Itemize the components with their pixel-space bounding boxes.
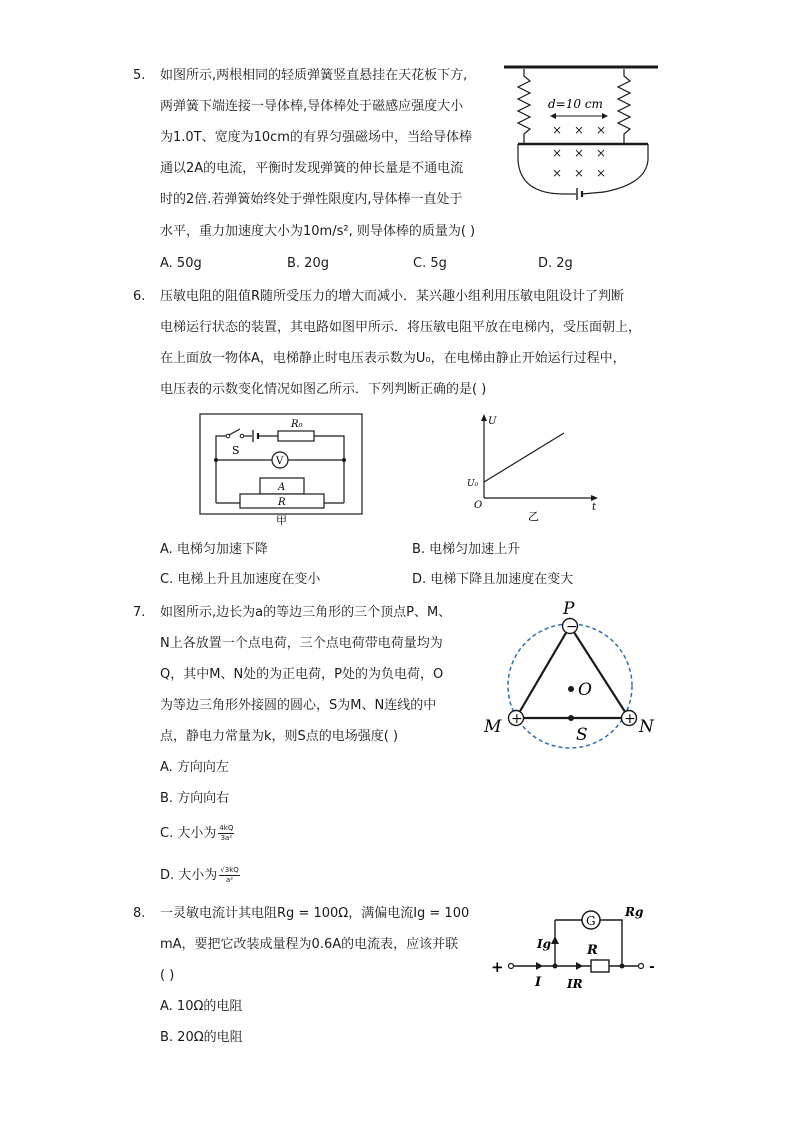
question-text-line: 点，静电力常量为k，则S点的电场强度( ) (160, 729, 399, 744)
galvanometer-shunt-figure (485, 896, 665, 992)
figure-caption: 甲 (276, 514, 287, 527)
option-d-text: D. 大小为 (160, 868, 218, 883)
option-b[interactable]: B. 电梯匀加速上升 (412, 542, 521, 557)
field-mark: × (574, 166, 585, 180)
question-text-line: 通以2A的电流，平衡时发现弹簧的伸长量是不通电流 (160, 161, 464, 176)
r0-label: R₀ (291, 419, 303, 430)
option-b[interactable]: B. 20Ω的电阻 (160, 1030, 243, 1045)
svg-text:−: − (566, 619, 578, 635)
svg-text:P: P (563, 599, 575, 619)
voltage-line (484, 433, 564, 482)
option-c-fraction: $\frac{4kQ}{\text{3a²}}$ (219, 824, 234, 842)
question-number: 7. (133, 605, 146, 620)
field-marks (552, 123, 606, 180)
figure-caption: 乙 (528, 510, 539, 523)
object-label: A (278, 482, 286, 493)
option-c[interactable]: C. 5g (413, 256, 447, 271)
svg-text:M: M (484, 717, 502, 737)
option-c[interactable]: C. 电梯上升且加速度在变小 (160, 572, 321, 587)
question-text-line: 时的2倍.若弹簧始终处于弹性限度内,导体棒一直处于 (160, 192, 463, 207)
voltage-time-graph (462, 410, 607, 528)
question-text-line: 两弹簧下端连接一导体棒,导体棒处于磁感应强度大小 (160, 99, 464, 114)
question-text-line: ( ) (160, 968, 175, 983)
voltmeter-label: V (276, 456, 284, 467)
svg-text:O: O (578, 680, 592, 700)
option-a[interactable]: A. 50g (160, 256, 202, 271)
svg-text:S: S (576, 725, 588, 745)
option-c[interactable] (160, 824, 234, 844)
pressure-circuit-figure (198, 410, 368, 528)
svg-text:+: + (624, 711, 636, 727)
option-c-text: C. 大小为 (160, 826, 217, 841)
question-text-line: 如图所示,边长为a的等边三角形的三个顶点P、M、 (160, 605, 452, 620)
svg-text:+: + (511, 711, 523, 727)
width-label: d=10 cm (548, 97, 603, 111)
svg-text:Rg: Rg (625, 905, 644, 919)
question-number: 5. (133, 68, 146, 83)
question-text-line: N上各放置一个点电荷，三个点电荷带电荷量均为 (160, 636, 443, 651)
svg-text:N: N (639, 717, 654, 737)
question-text-line: 压敏电阻的阻值R随所受压力的增大而减小．某兴趣小组利用压敏电阻设计了判断 (160, 289, 625, 304)
option-b[interactable]: B. 20g (287, 256, 329, 271)
option-a[interactable]: A. 方向向左 (160, 760, 229, 775)
question-text-line: 为1.0T、宽度为10cm的有界匀强磁场中，当给导体棒 (160, 130, 472, 145)
question-text-line: mA，要把它改装成量程为0.6A的电流表，应该并联 (160, 937, 459, 952)
question-text-line: 如图所示,两根相同的轻质弹簧竖直悬挂在天花板下方, (160, 68, 468, 83)
galvanometer-label: G (586, 914, 596, 928)
svg-text:IR: IR (567, 977, 583, 991)
option-d[interactable]: D. 电梯下降且加速度在变大 (412, 572, 574, 587)
question-text-line: 一灵敏电流计其电阻Rg = 100Ω，满偏电流Ig = 100 (160, 906, 470, 921)
resistor-label: R (278, 497, 286, 508)
svg-text:R: R (587, 943, 598, 958)
field-mark: × (596, 123, 607, 137)
question-text-line: Q，其中M、N处的为正电荷，P处的为负电荷，O (160, 667, 444, 682)
option-b[interactable]: B. 方向向右 (160, 791, 230, 806)
option-a[interactable]: A. 电梯匀加速下降 (160, 542, 268, 557)
option-d[interactable]: D. 2g (538, 256, 573, 271)
question-text-line: 水平，重力加速度大小为10m/s², 则导体棒的质量为( ) (160, 224, 476, 239)
x-axis-label: t (592, 502, 597, 513)
field-mark: × (596, 166, 607, 180)
question-text-line: 在上面放一物体A，电梯静止时电压表示数为U₀，在电梯由静止开始运行过程中， (160, 351, 626, 366)
svg-text:+: + (491, 958, 504, 976)
question-text-line: 电梯运行状态的装置，其电路如图甲所示．将压敏电阻平放在电梯内，受压面朝上， (160, 320, 642, 335)
spring-rod-figure (500, 60, 665, 200)
field-mark: × (552, 146, 563, 160)
center-point (568, 686, 574, 692)
svg-text:I: I (535, 975, 542, 990)
intercept-label: U₀ (467, 479, 479, 489)
svg-text:Ig: Ig (537, 937, 552, 951)
option-a[interactable]: A. 10Ω的电阻 (160, 999, 243, 1014)
question-number: 8. (133, 906, 146, 921)
option-d-fraction: $\frac{√3kQ}{\text{a²}}$ (220, 866, 239, 884)
question-text-line: 为等边三角形外接圆的圆心，S为M、N连线的中 (160, 698, 437, 713)
switch-label: S (232, 444, 240, 457)
y-axis-label: U (488, 416, 497, 427)
field-mark: × (552, 166, 563, 180)
origin-label: O (474, 500, 483, 511)
option-d[interactable] (160, 866, 240, 886)
circumcircle (508, 624, 632, 748)
field-mark: × (574, 146, 585, 160)
field-mark: × (596, 146, 607, 160)
midpoint-s (568, 715, 574, 721)
triangle-charge-figure (480, 596, 660, 756)
svg-text:-: - (649, 959, 655, 975)
question-number: 6. (133, 289, 146, 304)
question-text-line: 电压表的示数变化情况如图乙所示．下列判断正确的是( ) (160, 382, 487, 397)
field-mark: × (552, 123, 563, 137)
field-mark: × (574, 123, 585, 137)
